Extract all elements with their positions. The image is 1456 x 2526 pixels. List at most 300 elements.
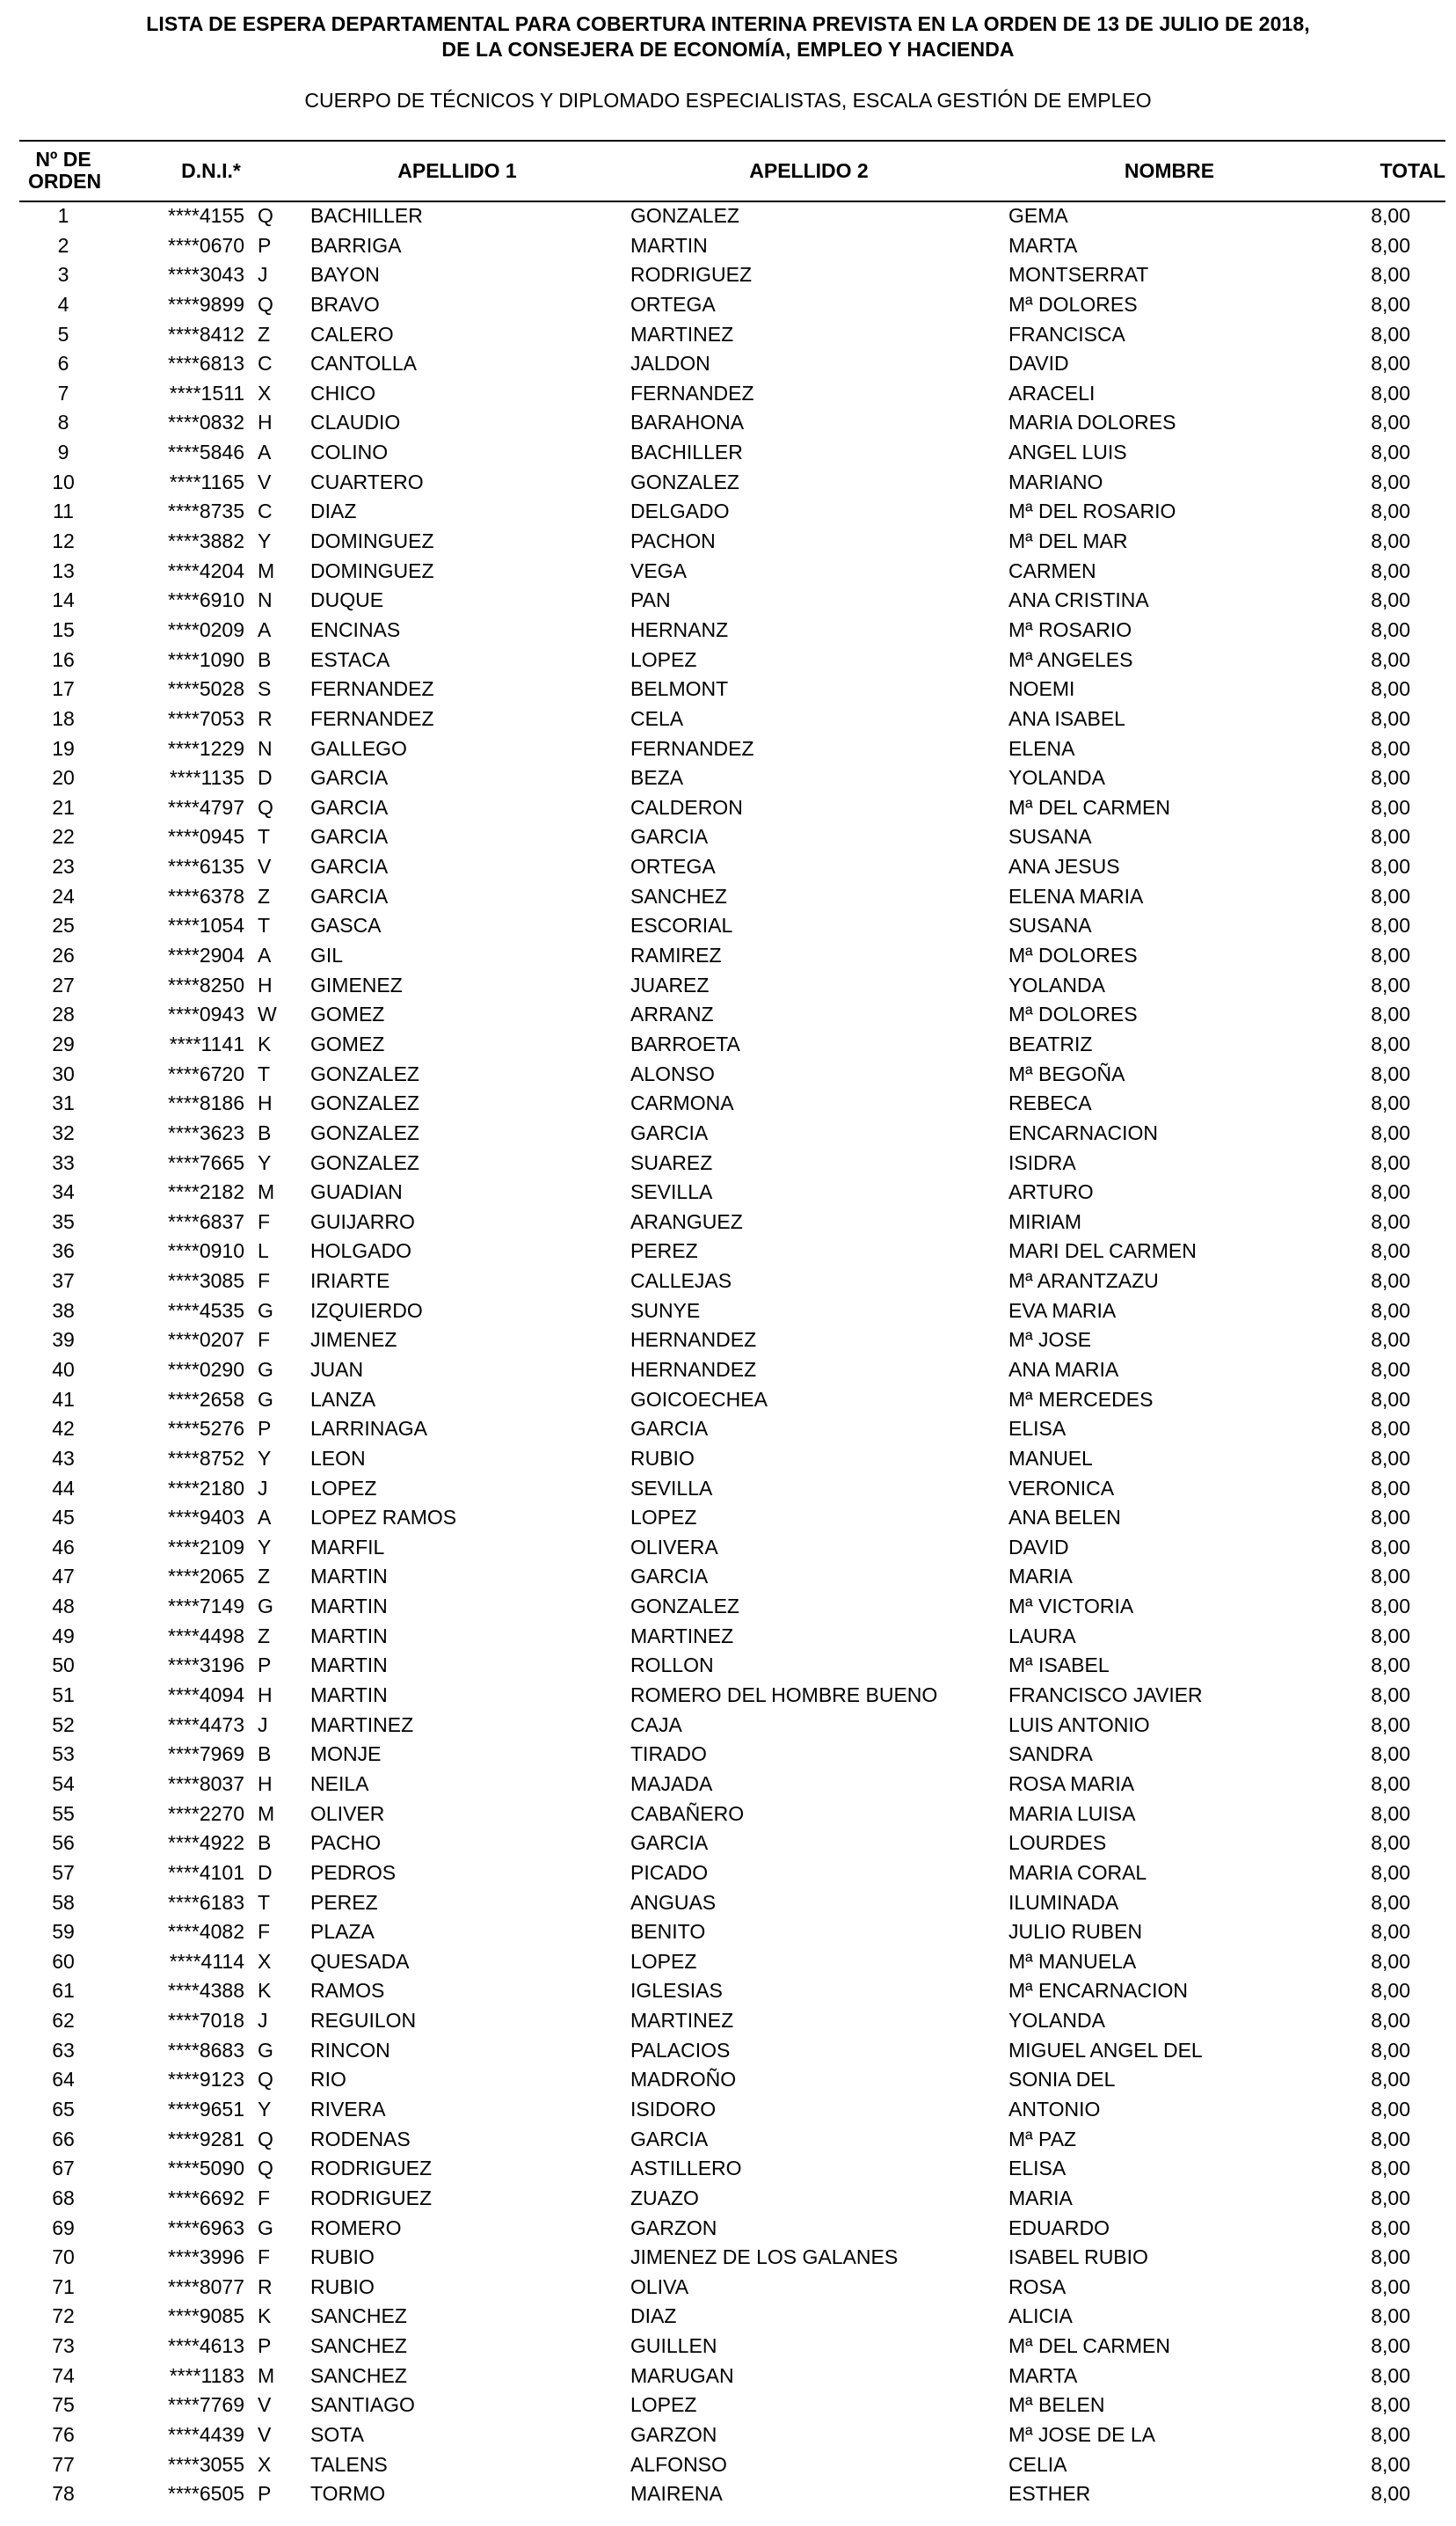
- cell-orden: 63: [52, 2038, 75, 2062]
- cell-apellido-2: ISIDORO: [630, 2098, 717, 2121]
- cell-apellido-1: PEDROS: [310, 1860, 397, 1884]
- cell-dni-letter: A: [258, 441, 272, 464]
- cell-nombre: YOLANDA: [1008, 2009, 1105, 2033]
- cell-dni: ****1165: [169, 470, 244, 493]
- cell-nombre: Mª ARANTZAZU: [1008, 1269, 1159, 1293]
- cell-apellido-2: MADROÑO: [630, 2068, 737, 2092]
- header-nombre: NOMBRE: [1124, 158, 1215, 182]
- cell-dni-letter: X: [258, 381, 272, 405]
- cell-dni: ****2109: [168, 1535, 244, 1559]
- table-row: [0, 1296, 1456, 1326]
- table-row: [0, 320, 1456, 350]
- cell-orden: 50: [52, 1654, 75, 1677]
- cell-dni: ****4101: [168, 1860, 244, 1884]
- cell-total: 8,00: [1371, 1565, 1410, 1588]
- cell-apellido-1: TORMO: [310, 2482, 386, 2506]
- cell-nombre: ARTURO: [1008, 1180, 1094, 1204]
- cell-apellido-2: SUAREZ: [630, 1150, 713, 1174]
- cell-apellido-1: GONZALEZ: [310, 1091, 419, 1115]
- cell-total: 8,00: [1371, 1209, 1410, 1233]
- cell-dni-letter: Q: [258, 2068, 273, 2092]
- cell-dni: ****6505: [168, 2482, 244, 2506]
- cell-orden: 69: [52, 2216, 75, 2239]
- cell-dni-letter: J: [258, 2009, 268, 2033]
- table-row: [0, 201, 1456, 231]
- cell-apellido-1: NEILA: [310, 1771, 369, 1795]
- cell-orden: 43: [52, 1446, 75, 1470]
- cell-total: 8,00: [1371, 529, 1410, 553]
- cell-apellido-2: GARZON: [630, 2423, 717, 2447]
- cell-total: 8,00: [1371, 2186, 1410, 2209]
- cell-orden: 62: [52, 2009, 75, 2033]
- cell-total: 8,00: [1371, 1298, 1410, 1322]
- cell-apellido-2: PACHON: [630, 529, 716, 553]
- cell-apellido-1: GONZALEZ: [310, 1062, 419, 1085]
- cell-total: 8,00: [1371, 2127, 1410, 2150]
- cell-dni-letter: Q: [258, 795, 273, 819]
- cell-dni: ****8186: [168, 1091, 244, 1115]
- table-row: [0, 1119, 1456, 1149]
- cell-total: 8,00: [1371, 1476, 1410, 1500]
- cell-nombre: FRANCISCA: [1008, 322, 1125, 346]
- cell-apellido-2: PALACIOS: [630, 2038, 731, 2062]
- cell-dni-letter: F: [258, 1328, 271, 1352]
- cell-dni: ****0832: [168, 411, 244, 434]
- cell-dni-letter: Y: [258, 2098, 272, 2121]
- table-row: [0, 2479, 1456, 2509]
- table-row: [0, 1444, 1456, 1474]
- cell-dni-letter: H: [258, 1091, 273, 1115]
- cell-total: 8,00: [1371, 647, 1410, 671]
- table-row: [0, 941, 1456, 971]
- cell-dni-letter: R: [258, 2274, 273, 2298]
- cell-nombre: MARTA: [1008, 233, 1078, 257]
- table-row: [0, 675, 1456, 705]
- cell-nombre: ELISA: [1008, 1417, 1067, 1441]
- cell-orden: 1: [57, 204, 69, 227]
- table-row: [0, 1030, 1456, 1060]
- cell-total: 8,00: [1371, 884, 1410, 908]
- cell-apellido-1: GARCIA: [310, 766, 389, 790]
- cell-apellido-1: BACHILLER: [310, 204, 423, 227]
- cell-apellido-2: SUNYE: [630, 1298, 701, 1322]
- cell-apellido-2: GARCIA: [630, 825, 709, 849]
- cell-dni-letter: J: [258, 1476, 268, 1500]
- cell-dni-letter: W: [258, 1003, 277, 1026]
- cell-apellido-1: SANCHEZ: [310, 2304, 407, 2328]
- document-subtitle: CUERPO DE TÉCNICOS Y DIPLOMADO ESPECIALISTAS, ESCALA GESTIÓN DE EMPLEO: [304, 89, 1152, 112]
- cell-total: 8,00: [1371, 2038, 1410, 2062]
- cell-apellido-1: IZQUIERDO: [310, 1298, 423, 1322]
- cell-total: 8,00: [1371, 2452, 1410, 2476]
- table-row: [0, 1533, 1456, 1563]
- cell-total: 8,00: [1371, 1654, 1410, 1677]
- cell-nombre: ANA CRISTINA: [1008, 588, 1149, 612]
- cell-dni: ****3085: [168, 1269, 244, 1293]
- cell-dni-letter: N: [258, 588, 273, 612]
- cell-dni: ****6378: [168, 884, 244, 908]
- document-title-line-2: DE LA CONSEJERA DE ECONOMÍA, EMPLEO Y HACIENDA: [441, 38, 1015, 61]
- cell-orden: 47: [52, 1565, 75, 1588]
- cell-nombre: MIRIAM: [1008, 1209, 1082, 1233]
- cell-apellido-1: GOMEZ: [310, 1003, 385, 1026]
- cell-orden: 35: [52, 1209, 75, 1233]
- cell-apellido-2: BACHILLER: [630, 441, 743, 464]
- cell-apellido-1: SOTA: [310, 2423, 364, 2447]
- cell-nombre: Mª DOLORES: [1008, 292, 1138, 316]
- table-row: [0, 1237, 1456, 1267]
- cell-apellido-1: LANZA: [310, 1387, 376, 1411]
- cell-total: 8,00: [1371, 1417, 1410, 1441]
- cell-nombre: Mª ISABEL: [1008, 1654, 1110, 1677]
- cell-apellido-2: SEVILLA: [630, 1476, 713, 1500]
- cell-nombre: Mª PAZ: [1008, 2127, 1077, 2150]
- cell-total: 8,00: [1371, 2363, 1410, 2387]
- cell-dni-letter: G: [258, 2038, 273, 2062]
- table-row: [0, 408, 1456, 438]
- cell-nombre: ROSA: [1008, 2274, 1067, 2298]
- cell-total: 8,00: [1371, 2216, 1410, 2239]
- cell-dni-letter: P: [258, 233, 272, 257]
- table-row: [0, 1740, 1456, 1770]
- cell-orden: 56: [52, 1831, 75, 1855]
- cell-apellido-2: OLIVERA: [630, 1535, 718, 1559]
- cell-orden: 71: [52, 2274, 75, 2298]
- table-row: [0, 1089, 1456, 1119]
- cell-total: 8,00: [1371, 1150, 1410, 1174]
- table-row: [0, 646, 1456, 675]
- cell-apellido-1: GONZALEZ: [310, 1121, 419, 1144]
- table-row: [0, 2362, 1456, 2391]
- cell-dni: ****4498: [168, 1624, 244, 1647]
- cell-dni-letter: B: [258, 1742, 272, 1766]
- cell-dni-letter: B: [258, 1121, 272, 1144]
- cell-nombre: EVA MARIA: [1008, 1298, 1117, 1322]
- cell-dni-letter: Z: [258, 322, 271, 346]
- cell-nombre: GEMA: [1008, 204, 1068, 227]
- cell-apellido-1: LARRINAGA: [310, 1417, 427, 1441]
- cell-nombre: BEATRIZ: [1008, 1032, 1093, 1055]
- cell-apellido-2: JUAREZ: [630, 973, 710, 997]
- cell-dni: ****7769: [168, 2393, 244, 2417]
- table-row: [0, 586, 1456, 616]
- cell-dni-letter: J: [258, 1712, 268, 1736]
- cell-orden: 39: [52, 1328, 75, 1352]
- cell-dni: ****2904: [168, 944, 244, 967]
- cell-orden: 17: [52, 677, 75, 701]
- cell-dni-letter: K: [258, 1032, 272, 1055]
- cell-orden: 6: [57, 352, 69, 376]
- table-row: [0, 1681, 1456, 1711]
- cell-dni: ****0945: [168, 825, 244, 849]
- table-row: [0, 911, 1456, 941]
- cell-apellido-1: FERNANDEZ: [310, 677, 434, 701]
- cell-orden: 52: [52, 1712, 75, 1736]
- table-row: [0, 1503, 1456, 1533]
- cell-dni: ****9403: [168, 1506, 244, 1529]
- cell-apellido-2: GOICOECHEA: [630, 1387, 768, 1411]
- cell-nombre: ANA MARIA: [1008, 1357, 1119, 1381]
- cell-apellido-1: RODRIGUEZ: [310, 2157, 432, 2180]
- cell-total: 8,00: [1371, 973, 1410, 997]
- table-row: [0, 971, 1456, 1001]
- header-orden-label: Nº DE ORDEN: [28, 148, 102, 193]
- cell-nombre: YOLANDA: [1008, 766, 1105, 790]
- cell-dni: ****9899: [168, 292, 244, 316]
- cell-nombre: Mª DEL MAR: [1008, 529, 1128, 553]
- cell-apellido-2: BEZA: [630, 766, 684, 790]
- cell-total: 8,00: [1371, 1446, 1410, 1470]
- cell-dni-letter: Y: [258, 1535, 272, 1559]
- cell-nombre: DAVID: [1008, 352, 1069, 376]
- cell-total: 8,00: [1371, 2304, 1410, 2328]
- cell-orden: 5: [57, 322, 69, 346]
- cell-nombre: YOLANDA: [1008, 973, 1105, 997]
- cell-dni-letter: F: [258, 1920, 271, 1944]
- cell-dni: ****1054: [168, 914, 244, 938]
- cell-dni: ****0209: [168, 617, 244, 641]
- cell-dni-letter: C: [258, 352, 273, 376]
- cell-apellido-2: MAIRENA: [630, 2482, 723, 2506]
- cell-nombre: Mª ANGELES: [1008, 647, 1133, 671]
- cell-dni: ****0670: [168, 233, 244, 257]
- cell-apellido-1: RODENAS: [310, 2127, 411, 2150]
- cell-orden: 51: [52, 1683, 75, 1707]
- cell-apellido-1: BRAVO: [310, 292, 380, 316]
- table-row: [0, 497, 1456, 527]
- table-row: [0, 1000, 1456, 1030]
- cell-apellido-2: BARROETA: [630, 1032, 740, 1055]
- cell-dni-letter: Z: [258, 1565, 271, 1588]
- cell-dni: ****4114: [169, 1949, 244, 1973]
- cell-dni: ****9651: [168, 2098, 244, 2121]
- cell-dni: ****4797: [168, 795, 244, 819]
- cell-orden: 60: [52, 1949, 75, 1973]
- cell-orden: 16: [52, 647, 75, 671]
- cell-dni: ****7018: [168, 2009, 244, 2033]
- cell-total: 8,00: [1371, 1712, 1410, 1736]
- cell-dni-letter: A: [258, 944, 272, 967]
- cell-dni: ****3996: [168, 2245, 244, 2269]
- cell-total: 8,00: [1371, 1801, 1410, 1825]
- cell-nombre: ELENA: [1008, 736, 1075, 760]
- cell-apellido-1: RODRIGUEZ: [310, 2186, 432, 2209]
- header-apellido-1: APELLIDO 1: [397, 158, 517, 182]
- cell-dni-letter: V: [258, 470, 272, 493]
- cell-total: 8,00: [1371, 2245, 1410, 2269]
- cell-apellido-1: LEON: [310, 1446, 366, 1470]
- cell-apellido-2: CELA: [630, 706, 684, 730]
- cell-dni-letter: Y: [258, 1150, 272, 1174]
- cell-apellido-2: RODRIGUEZ: [630, 263, 752, 287]
- cell-dni: ****3055: [168, 2452, 244, 2476]
- cell-orden: 40: [52, 1357, 75, 1381]
- cell-dni-letter: A: [258, 1506, 272, 1529]
- cell-orden: 26: [52, 944, 75, 967]
- header-orden: [19, 142, 107, 200]
- cell-dni-letter: F: [258, 1269, 271, 1293]
- header-dni: D.N.I.*: [181, 158, 241, 182]
- cell-dni-letter: S: [258, 677, 272, 701]
- cell-dni-letter: X: [258, 1949, 272, 1973]
- cell-nombre: LOURDES: [1008, 1831, 1107, 1855]
- cell-nombre: REBECA: [1008, 1091, 1092, 1115]
- cell-apellido-1: MARFIL: [310, 1535, 385, 1559]
- table-row: [0, 1562, 1456, 1592]
- cell-apellido-2: ALONSO: [630, 1062, 715, 1085]
- cell-orden: 13: [52, 558, 75, 582]
- cell-apellido-1: REGUILON: [310, 2009, 417, 2033]
- cell-nombre: Mª VICTORIA: [1008, 1595, 1134, 1618]
- cell-apellido-1: DOMINGUEZ: [310, 529, 434, 553]
- cell-apellido-1: GONZALEZ: [310, 1150, 419, 1174]
- cell-apellido-2: GARCIA: [630, 2127, 709, 2150]
- cell-apellido-2: PICADO: [630, 1860, 709, 1884]
- table-row: [0, 1829, 1456, 1858]
- cell-dni: ****1090: [168, 647, 244, 671]
- cell-dni: ****6910: [168, 588, 244, 612]
- cell-apellido-2: JIMENEZ DE LOS GALANES: [630, 2245, 899, 2269]
- cell-apellido-1: GUIJARRO: [310, 1209, 415, 1233]
- cell-orden: 34: [52, 1180, 75, 1204]
- table-row: [0, 852, 1456, 882]
- cell-dni: ****5276: [168, 1417, 244, 1441]
- cell-apellido-1: GALLEGO: [310, 736, 407, 760]
- table-row: [0, 1325, 1456, 1355]
- table-row: [0, 1178, 1456, 1208]
- cell-dni-letter: X: [258, 2452, 272, 2476]
- cell-nombre: Mª DOLORES: [1008, 1003, 1138, 1026]
- cell-apellido-1: GOMEZ: [310, 1032, 385, 1055]
- table-row: [0, 2184, 1456, 2214]
- cell-apellido-1: FERNANDEZ: [310, 706, 434, 730]
- cell-apellido-2: ESCORIAL: [630, 914, 733, 938]
- cell-orden: 66: [52, 2127, 75, 2150]
- cell-orden: 20: [52, 766, 75, 790]
- cell-orden: 65: [52, 2098, 75, 2121]
- cell-dni-letter: Q: [258, 204, 273, 227]
- cell-orden: 42: [52, 1417, 75, 1441]
- cell-dni: ****7969: [168, 1742, 244, 1766]
- cell-apellido-1: RUBIO: [310, 2274, 375, 2298]
- cell-dni: ****1511: [169, 381, 244, 405]
- cell-orden: 12: [52, 529, 75, 553]
- table-row: [0, 1651, 1456, 1681]
- table-row: [0, 1474, 1456, 1504]
- cell-nombre: SONIA DEL: [1008, 2068, 1116, 2092]
- cell-apellido-1: MONJE: [310, 1742, 382, 1766]
- table-row: [0, 379, 1456, 409]
- cell-dni: ****4439: [168, 2423, 244, 2447]
- table-row: [0, 2036, 1456, 2066]
- cell-dni-letter: B: [258, 647, 272, 671]
- cell-apellido-2: ALFONSO: [630, 2452, 727, 2476]
- table-row: [0, 2391, 1456, 2420]
- cell-total: 8,00: [1371, 2068, 1410, 2092]
- table-row: [0, 527, 1456, 557]
- table-row: [0, 1355, 1456, 1385]
- cell-orden: 77: [52, 2452, 75, 2476]
- cell-dni: ****5028: [168, 677, 244, 701]
- cell-total: 8,00: [1371, 1535, 1410, 1559]
- cell-total: 8,00: [1371, 381, 1410, 405]
- cell-apellido-1: IRIARTE: [310, 1269, 390, 1293]
- cell-orden: 36: [52, 1239, 75, 1263]
- cell-apellido-1: ESTACA: [310, 647, 390, 671]
- cell-total: 8,00: [1371, 795, 1410, 819]
- cell-total: 8,00: [1371, 500, 1410, 523]
- cell-total: 8,00: [1371, 204, 1410, 227]
- cell-apellido-1: CLAUDIO: [310, 411, 401, 434]
- cell-orden: 46: [52, 1535, 75, 1559]
- cell-nombre: SUSANA: [1008, 914, 1092, 938]
- cell-dni-letter: D: [258, 766, 273, 790]
- cell-dni: ****8037: [168, 1771, 244, 1795]
- cell-dni: ****0207: [168, 1328, 244, 1352]
- cell-dni-letter: R: [258, 706, 273, 730]
- cell-total: 8,00: [1371, 233, 1410, 257]
- cell-dni: ****7149: [168, 1595, 244, 1618]
- table-row: [0, 2243, 1456, 2273]
- cell-apellido-2: JALDON: [630, 352, 710, 376]
- cell-total: 8,00: [1371, 263, 1410, 287]
- cell-total: 8,00: [1371, 1742, 1410, 1766]
- cell-dni-letter: V: [258, 2393, 272, 2417]
- cell-apellido-2: DIAZ: [630, 2304, 677, 2328]
- table-row: [0, 1060, 1456, 1090]
- cell-apellido-2: GONZALEZ: [630, 1595, 739, 1618]
- cell-dni: ****1229: [168, 736, 244, 760]
- cell-apellido-1: CALERO: [310, 322, 394, 346]
- cell-apellido-1: RAMOS: [310, 1979, 385, 2003]
- cell-dni-letter: H: [258, 1771, 273, 1795]
- cell-orden: 9: [57, 441, 69, 464]
- table-row: [0, 231, 1456, 261]
- table-row: [0, 1385, 1456, 1415]
- cell-total: 8,00: [1371, 1683, 1410, 1707]
- cell-apellido-1: JUAN: [310, 1357, 364, 1381]
- cell-dni: ****3196: [168, 1654, 244, 1677]
- cell-total: 8,00: [1371, 1003, 1410, 1026]
- cell-apellido-1: PACHO: [310, 1831, 382, 1855]
- cell-apellido-1: QUESADA: [310, 1949, 410, 1973]
- cell-dni-letter: Q: [258, 292, 273, 316]
- cell-nombre: MARIA DOLORES: [1008, 411, 1176, 434]
- cell-apellido-1: CUARTERO: [310, 470, 424, 493]
- cell-total: 8,00: [1371, 1239, 1410, 1263]
- cell-dni: ****4388: [168, 1979, 244, 2003]
- cell-apellido-2: RAMIREZ: [630, 944, 722, 967]
- cell-dni: ****4155: [168, 204, 244, 227]
- cell-apellido-2: FERNANDEZ: [630, 736, 754, 760]
- cell-dni-letter: B: [258, 1831, 272, 1855]
- cell-orden: 4: [57, 292, 69, 316]
- cell-apellido-2: TIRADO: [630, 1742, 707, 1766]
- table-row: [0, 2273, 1456, 2303]
- cell-total: 8,00: [1371, 1890, 1410, 1914]
- table-row: [0, 438, 1456, 468]
- cell-dni-letter: G: [258, 1387, 273, 1411]
- cell-apellido-1: MARTIN: [310, 1624, 388, 1647]
- cell-total: 8,00: [1371, 1949, 1410, 1973]
- cell-dni: ****8077: [168, 2274, 244, 2298]
- cell-nombre: Mª MERCEDES: [1008, 1387, 1154, 1411]
- cell-apellido-1: GARCIA: [310, 884, 389, 908]
- cell-nombre: Mª DEL ROSARIO: [1008, 500, 1176, 523]
- cell-apellido-2: PAN: [630, 588, 671, 612]
- cell-orden: 15: [52, 617, 75, 641]
- cell-orden: 41: [52, 1387, 75, 1411]
